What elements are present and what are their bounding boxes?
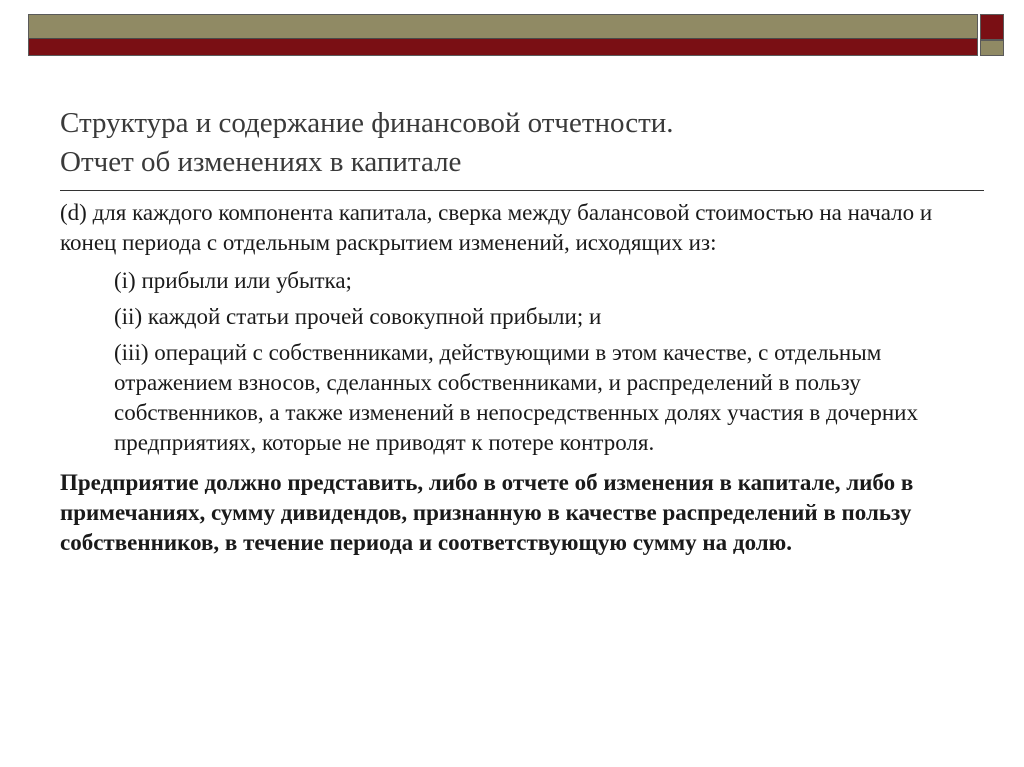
list-item: (iii) операций с собственниками, действующими в этом качестве, с отдельным отражением взносов, сделанных собственниками, и распределений в пользу собственников, а также изменений в непосредственных долях участия в дочерних предприятиях, которые не приводят к потере контроля. — [114, 340, 918, 455]
list-item: (ii) каждой статьи прочей совокупной прибыли; и — [114, 304, 602, 329]
title-line-1: Структура и содержание финансовой отчетности. — [60, 107, 674, 139]
list-item: (i) прибыли или убытка; — [114, 268, 352, 293]
banner-olive-stripe — [29, 15, 977, 39]
slide-title — [60, 104, 960, 182]
title-divider — [60, 190, 984, 191]
paragraph-d: (d) для каждого компонента капитала, сверка между балансовой стоимостью на начало и конец периода с отдельным раскрытием изменений, исходящих из: — [60, 200, 933, 255]
corner-square-burgundy — [980, 14, 1004, 40]
conclusion-paragraph: Предприятие должно представить, либо в отчете об изменения в капитале, либо в примечаниях, сумму дивидендов, признанную в качестве распределений в пользу собственников, в течение периода и соответствующую сумму на долю. — [60, 470, 914, 555]
slide-body — [60, 198, 980, 558]
banner-burgundy-stripe — [29, 39, 977, 55]
corner-square-olive — [980, 40, 1004, 56]
header-banner — [28, 14, 978, 56]
title-line-2: Отчет об изменениях в капитале — [60, 146, 462, 178]
